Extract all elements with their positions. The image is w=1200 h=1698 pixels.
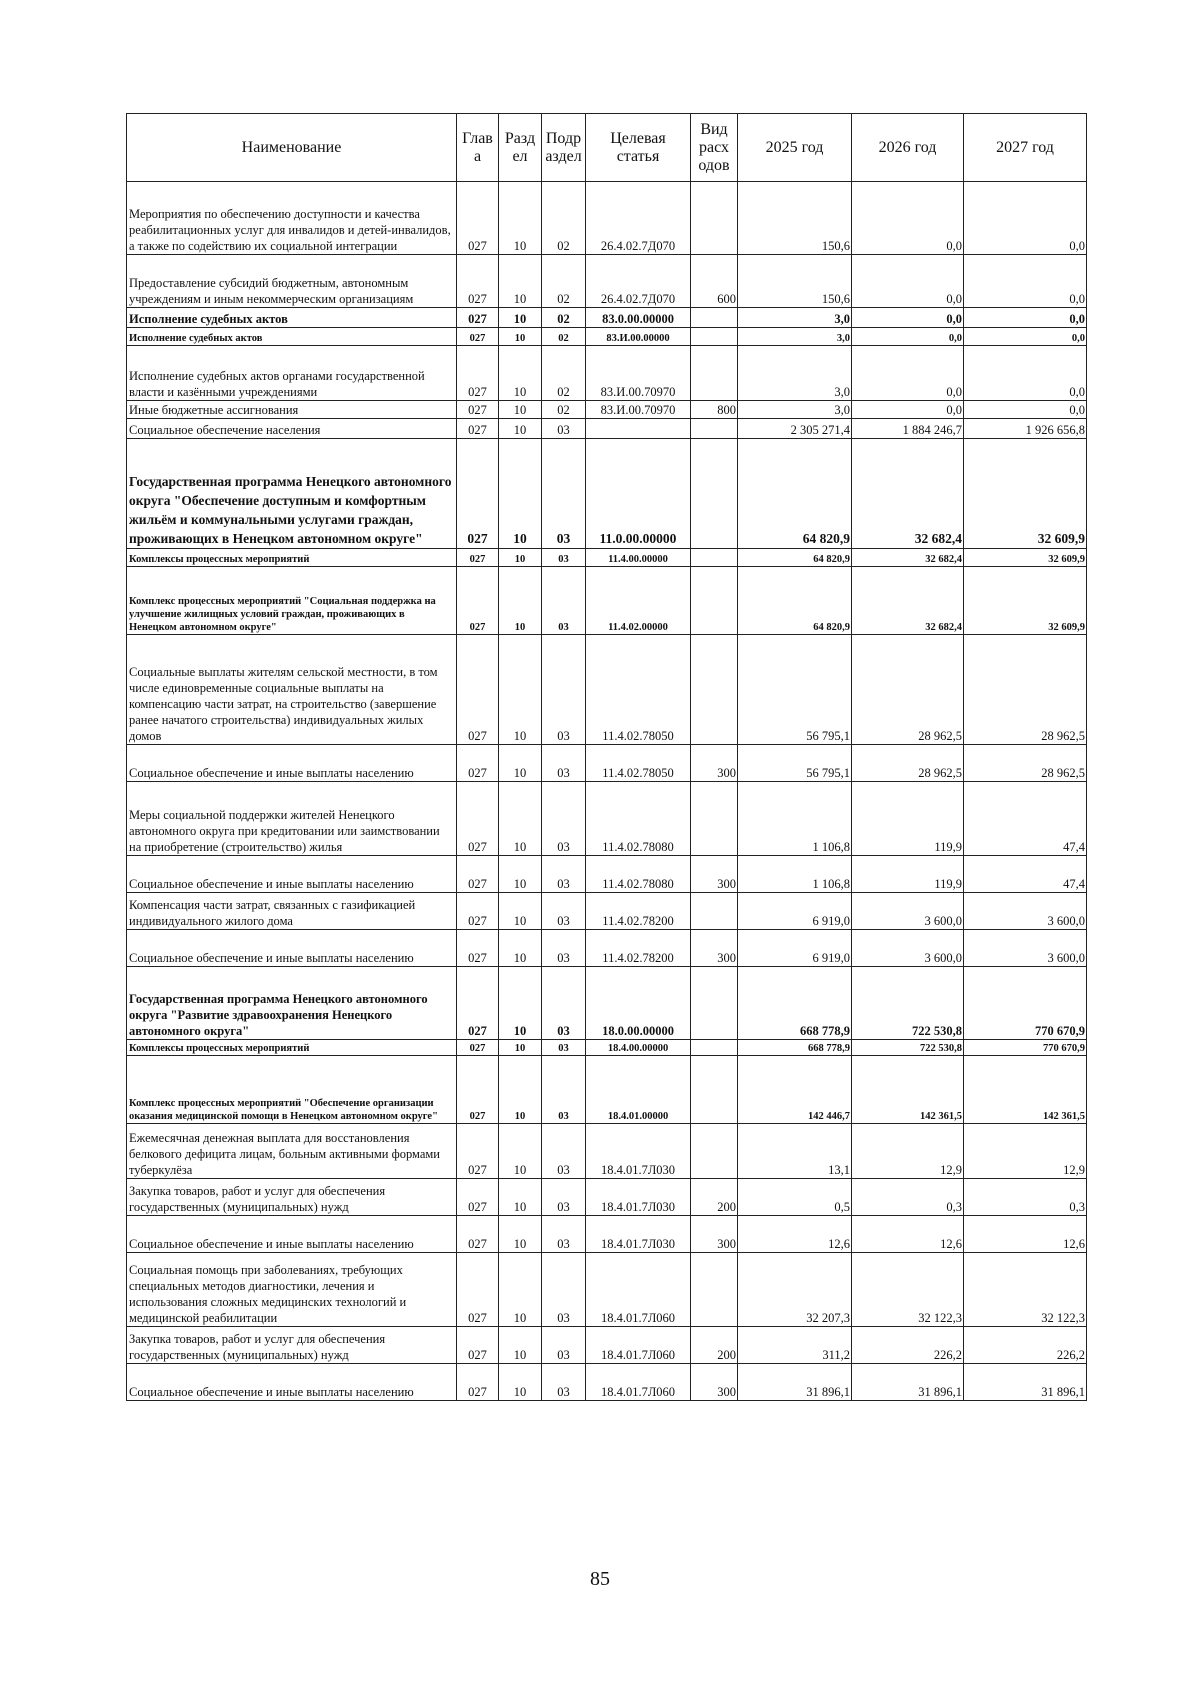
cell-value-2026: 0,0 — [852, 401, 964, 419]
cell-expense-type: 300 — [691, 930, 738, 967]
cell-subsection: 02 — [542, 401, 586, 419]
cell-target-item: 83.0.00.00000 — [586, 308, 691, 328]
cell-value-2025: 150,6 — [738, 182, 852, 255]
cell-section: 10 — [499, 1253, 542, 1327]
cell-value-2025: 668 778,9 — [738, 1040, 852, 1056]
cell-section: 10 — [499, 1179, 542, 1216]
cell-section: 10 — [499, 567, 542, 635]
cell-section: 10 — [499, 1327, 542, 1364]
cell-section: 10 — [499, 930, 542, 967]
cell-subsection: 03 — [542, 1253, 586, 1327]
cell-name: Социальная помощь при заболеваниях, требующих специальных методов диагностики, лечения и использования сложных медицинских технологий и медицинской реабилитации — [127, 1253, 457, 1327]
table-row — [127, 1253, 1087, 1327]
cell-expense-type — [691, 182, 738, 255]
cell-value-2025: 64 820,9 — [738, 567, 852, 635]
cell-section: 10 — [499, 1040, 542, 1056]
cell-subsection: 02 — [542, 182, 586, 255]
header-subsection: Подр аздел — [542, 114, 586, 182]
cell-section: 10 — [499, 346, 542, 401]
cell-value-2027: 770 670,9 — [964, 967, 1087, 1040]
cell-chapter: 027 — [457, 308, 499, 328]
cell-subsection: 02 — [542, 346, 586, 401]
cell-subsection: 03 — [542, 893, 586, 930]
cell-subsection: 03 — [542, 439, 586, 549]
cell-subsection: 03 — [542, 419, 586, 439]
cell-value-2027: 47,4 — [964, 856, 1087, 893]
header-chapter: Глав а — [457, 114, 499, 182]
cell-value-2026: 119,9 — [852, 782, 964, 856]
cell-value-2026: 3 600,0 — [852, 893, 964, 930]
cell-target-item: 18.4.01.7Л060 — [586, 1364, 691, 1401]
cell-value-2025: 3,0 — [738, 308, 852, 328]
cell-expense-type: 300 — [691, 856, 738, 893]
table-row — [127, 308, 1087, 328]
cell-value-2026: 32 682,4 — [852, 567, 964, 635]
header-name: Наименование — [127, 114, 457, 182]
cell-section: 10 — [499, 439, 542, 549]
cell-chapter: 027 — [457, 328, 499, 346]
cell-value-2025: 6 919,0 — [738, 893, 852, 930]
cell-value-2025: 56 795,1 — [738, 745, 852, 782]
cell-expense-type — [691, 635, 738, 745]
cell-expense-type — [691, 1056, 738, 1124]
cell-value-2026: 142 361,5 — [852, 1056, 964, 1124]
cell-chapter: 027 — [457, 1253, 499, 1327]
cell-subsection: 03 — [542, 549, 586, 567]
cell-value-2027: 1 926 656,8 — [964, 419, 1087, 439]
header-expense-type: Вид расх одов — [691, 114, 738, 182]
cell-expense-type — [691, 567, 738, 635]
cell-name: Социальное обеспечение и иные выплаты населению — [127, 930, 457, 967]
cell-value-2026: 722 530,8 — [852, 1040, 964, 1056]
cell-expense-type — [691, 549, 738, 567]
cell-chapter: 027 — [457, 635, 499, 745]
cell-chapter: 027 — [457, 782, 499, 856]
cell-value-2026: 28 962,5 — [852, 635, 964, 745]
cell-subsection: 03 — [542, 1040, 586, 1056]
header-section: Разд ел — [499, 114, 542, 182]
cell-subsection: 03 — [542, 856, 586, 893]
cell-section: 10 — [499, 255, 542, 308]
table-row — [127, 893, 1087, 930]
cell-target-item: 18.4.00.00000 — [586, 1040, 691, 1056]
table-row — [127, 346, 1087, 401]
cell-section: 10 — [499, 635, 542, 745]
cell-subsection: 03 — [542, 1364, 586, 1401]
cell-subsection: 02 — [542, 255, 586, 308]
cell-name: Государственная программа Ненецкого автономного округа "Обеспечение доступным и комфортным жильём и коммунальными услугами граждан, проживающих в Ненецком автономном округе" — [127, 439, 457, 549]
cell-value-2027: 0,0 — [964, 401, 1087, 419]
cell-target-item: 11.4.02.78200 — [586, 893, 691, 930]
cell-chapter: 027 — [457, 967, 499, 1040]
cell-value-2025: 3,0 — [738, 346, 852, 401]
table-row — [127, 1124, 1087, 1179]
cell-name: Социальное обеспечение и иные выплаты населению — [127, 1216, 457, 1253]
cell-value-2025: 6 919,0 — [738, 930, 852, 967]
cell-target-item: 11.4.02.78200 — [586, 930, 691, 967]
header-year-2026: 2026 год — [852, 114, 964, 182]
cell-section: 10 — [499, 328, 542, 346]
cell-chapter: 027 — [457, 182, 499, 255]
cell-value-2027: 28 962,5 — [964, 745, 1087, 782]
cell-subsection: 03 — [542, 567, 586, 635]
cell-value-2027: 3 600,0 — [964, 930, 1087, 967]
cell-chapter: 027 — [457, 1040, 499, 1056]
cell-value-2026: 3 600,0 — [852, 930, 964, 967]
cell-value-2026: 1 884 246,7 — [852, 419, 964, 439]
cell-target-item: 11.0.00.00000 — [586, 439, 691, 549]
cell-section: 10 — [499, 1056, 542, 1124]
header-row — [127, 114, 1087, 182]
cell-expense-type — [691, 328, 738, 346]
cell-value-2025: 311,2 — [738, 1327, 852, 1364]
header-year-2027: 2027 год — [964, 114, 1087, 182]
cell-section: 10 — [499, 401, 542, 419]
cell-expense-type — [691, 1040, 738, 1056]
cell-expense-type: 300 — [691, 1364, 738, 1401]
table-row — [127, 1216, 1087, 1253]
cell-subsection: 02 — [542, 308, 586, 328]
cell-chapter: 027 — [457, 255, 499, 308]
cell-value-2026: 0,0 — [852, 182, 964, 255]
cell-name: Социальное обеспечение населения — [127, 419, 457, 439]
table-body — [127, 182, 1087, 1401]
cell-value-2027: 3 600,0 — [964, 893, 1087, 930]
cell-chapter: 027 — [457, 1179, 499, 1216]
cell-subsection: 03 — [542, 745, 586, 782]
table-row — [127, 328, 1087, 346]
cell-name: Социальное обеспечение и иные выплаты населению — [127, 745, 457, 782]
cell-target-item: 26.4.02.7Д070 — [586, 182, 691, 255]
cell-expense-type: 300 — [691, 1216, 738, 1253]
cell-name: Ежемесячная денежная выплата для восстановления белкового дефицита лицам, больным активными формами туберкулёза — [127, 1124, 457, 1179]
cell-expense-type — [691, 1253, 738, 1327]
cell-name: Комплекс процессных мероприятий "Социальная поддержка на улучшение жилищных условий граждан, проживающих в Ненецком автономном округе" — [127, 567, 457, 635]
cell-section: 10 — [499, 967, 542, 1040]
cell-name: Социальное обеспечение и иные выплаты населению — [127, 1364, 457, 1401]
cell-expense-type — [691, 308, 738, 328]
cell-value-2026: 32 682,4 — [852, 549, 964, 567]
cell-value-2025: 32 207,3 — [738, 1253, 852, 1327]
cell-subsection: 03 — [542, 1056, 586, 1124]
table-row — [127, 182, 1087, 255]
cell-value-2027: 32 609,9 — [964, 549, 1087, 567]
cell-value-2026: 28 962,5 — [852, 745, 964, 782]
cell-value-2025: 56 795,1 — [738, 635, 852, 745]
cell-section: 10 — [499, 1216, 542, 1253]
cell-value-2025: 142 446,7 — [738, 1056, 852, 1124]
cell-name: Закупка товаров, работ и услуг для обеспечения государственных (муниципальных) нужд — [127, 1327, 457, 1364]
cell-section: 10 — [499, 1124, 542, 1179]
cell-expense-type — [691, 419, 738, 439]
cell-value-2027: 32 122,3 — [964, 1253, 1087, 1327]
cell-chapter: 027 — [457, 1056, 499, 1124]
cell-value-2027: 47,4 — [964, 782, 1087, 856]
cell-section: 10 — [499, 549, 542, 567]
cell-chapter: 027 — [457, 745, 499, 782]
cell-value-2027: 0,3 — [964, 1179, 1087, 1216]
cell-value-2027: 0,0 — [964, 308, 1087, 328]
cell-subsection: 03 — [542, 1179, 586, 1216]
cell-chapter: 027 — [457, 346, 499, 401]
cell-name: Меры социальной поддержки жителей Ненецкого автономного округа при кредитовании или заимствовании на приобретение (строительство) жилья — [127, 782, 457, 856]
cell-target-item: 18.4.01.7Л030 — [586, 1124, 691, 1179]
cell-expense-type — [691, 967, 738, 1040]
table-row — [127, 745, 1087, 782]
cell-value-2027: 12,9 — [964, 1124, 1087, 1179]
cell-section: 10 — [499, 419, 542, 439]
cell-value-2026: 0,0 — [852, 255, 964, 308]
cell-value-2025: 31 896,1 — [738, 1364, 852, 1401]
cell-target-item: 18.4.01.7Л060 — [586, 1253, 691, 1327]
cell-value-2027: 28 962,5 — [964, 635, 1087, 745]
cell-value-2027: 32 609,9 — [964, 439, 1087, 549]
cell-value-2026: 12,6 — [852, 1216, 964, 1253]
cell-value-2027: 0,0 — [964, 255, 1087, 308]
cell-target-item: 18.4.01.7Л030 — [586, 1216, 691, 1253]
cell-value-2025: 64 820,9 — [738, 439, 852, 549]
cell-name: Мероприятия по обеспечению доступности и качества реабилитационных услуг для инвалидов и детей-инвалидов, а также по содействию их социальной интеграции — [127, 182, 457, 255]
cell-section: 10 — [499, 893, 542, 930]
cell-expense-type — [691, 782, 738, 856]
cell-target-item: 11.4.02.78050 — [586, 635, 691, 745]
cell-subsection: 03 — [542, 635, 586, 745]
table-row — [127, 439, 1087, 549]
cell-value-2025: 0,5 — [738, 1179, 852, 1216]
cell-value-2026: 0,0 — [852, 346, 964, 401]
cell-value-2026: 226,2 — [852, 1327, 964, 1364]
cell-value-2026: 0,3 — [852, 1179, 964, 1216]
cell-value-2025: 13,1 — [738, 1124, 852, 1179]
table-row — [127, 856, 1087, 893]
cell-target-item: 11.4.02.78050 — [586, 745, 691, 782]
cell-expense-type — [691, 346, 738, 401]
cell-subsection: 03 — [542, 782, 586, 856]
cell-subsection: 03 — [542, 930, 586, 967]
cell-chapter: 027 — [457, 419, 499, 439]
cell-value-2026: 31 896,1 — [852, 1364, 964, 1401]
table-row — [127, 782, 1087, 856]
cell-target-item: 11.4.02.00000 — [586, 567, 691, 635]
table-row — [127, 1327, 1087, 1364]
cell-subsection: 03 — [542, 1327, 586, 1364]
cell-chapter: 027 — [457, 401, 499, 419]
cell-name: Комплексы процессных мероприятий — [127, 549, 457, 567]
table-row — [127, 1040, 1087, 1056]
cell-section: 10 — [499, 782, 542, 856]
cell-target-item: 18.4.01.00000 — [586, 1056, 691, 1124]
cell-chapter: 027 — [457, 1124, 499, 1179]
cell-section: 10 — [499, 308, 542, 328]
cell-expense-type — [691, 893, 738, 930]
cell-value-2026: 722 530,8 — [852, 967, 964, 1040]
cell-name: Социальные выплаты жителям сельской местности, в том числе единовременные социальные выплаты на компенсацию части затрат, на строительство (завершение ранее начатого строительства) индивидуальных жилых домов — [127, 635, 457, 745]
cell-chapter: 027 — [457, 1364, 499, 1401]
table-row — [127, 1364, 1087, 1401]
cell-target-item: 83.И.00.70970 — [586, 346, 691, 401]
cell-section: 10 — [499, 1364, 542, 1401]
cell-value-2025: 12,6 — [738, 1216, 852, 1253]
cell-name: Социальное обеспечение и иные выплаты населению — [127, 856, 457, 893]
table-row — [127, 635, 1087, 745]
cell-target-item: 83.И.00.70970 — [586, 401, 691, 419]
cell-name: Иные бюджетные ассигнования — [127, 401, 457, 419]
cell-name: Закупка товаров, работ и услуг для обеспечения государственных (муниципальных) нужд — [127, 1179, 457, 1216]
cell-target-item: 26.4.02.7Д070 — [586, 255, 691, 308]
cell-chapter: 027 — [457, 856, 499, 893]
cell-target-item: 11.4.02.78080 — [586, 782, 691, 856]
cell-value-2027: 770 670,9 — [964, 1040, 1087, 1056]
budget-table — [126, 113, 1087, 1401]
cell-expense-type: 800 — [691, 401, 738, 419]
cell-value-2027: 32 609,9 — [964, 567, 1087, 635]
cell-value-2027: 31 896,1 — [964, 1364, 1087, 1401]
cell-target-item: 18.0.00.00000 — [586, 967, 691, 1040]
cell-name: Государственная программа Ненецкого автономного округа "Развитие здравоохранения Ненецкого автономного округа" — [127, 967, 457, 1040]
cell-name: Исполнение судебных актов органами государственной власти и казёнными учреждениями — [127, 346, 457, 401]
cell-chapter: 027 — [457, 567, 499, 635]
page-number: 85 — [590, 1568, 610, 1590]
table-row — [127, 1179, 1087, 1216]
cell-name: Исполнение судебных актов — [127, 308, 457, 328]
cell-target-item: 11.4.00.00000 — [586, 549, 691, 567]
table-row — [127, 967, 1087, 1040]
cell-expense-type: 300 — [691, 745, 738, 782]
cell-expense-type — [691, 1124, 738, 1179]
cell-target-item: 11.4.02.78080 — [586, 856, 691, 893]
cell-value-2027: 142 361,5 — [964, 1056, 1087, 1124]
cell-subsection: 02 — [542, 328, 586, 346]
cell-value-2025: 64 820,9 — [738, 549, 852, 567]
table-row — [127, 401, 1087, 419]
cell-value-2027: 226,2 — [964, 1327, 1087, 1364]
cell-value-2025: 3,0 — [738, 328, 852, 346]
cell-value-2027: 0,0 — [964, 182, 1087, 255]
cell-value-2025: 2 305 271,4 — [738, 419, 852, 439]
cell-target-item: 18.4.01.7Л030 — [586, 1179, 691, 1216]
cell-section: 10 — [499, 182, 542, 255]
cell-value-2026: 119,9 — [852, 856, 964, 893]
table-row — [127, 255, 1087, 308]
cell-value-2025: 150,6 — [738, 255, 852, 308]
cell-value-2026: 12,9 — [852, 1124, 964, 1179]
cell-value-2025: 668 778,9 — [738, 967, 852, 1040]
table-row — [127, 1056, 1087, 1124]
cell-value-2027: 0,0 — [964, 328, 1087, 346]
cell-chapter: 027 — [457, 930, 499, 967]
cell-chapter: 027 — [457, 1216, 499, 1253]
cell-subsection: 03 — [542, 1124, 586, 1179]
cell-value-2026: 0,0 — [852, 328, 964, 346]
cell-name: Предоставление субсидий бюджетным, автономным учреждениям и иным некоммерческим организациям — [127, 255, 457, 308]
table-row — [127, 930, 1087, 967]
cell-name: Комплексы процессных мероприятий — [127, 1040, 457, 1056]
table-row — [127, 567, 1087, 635]
cell-value-2027: 12,6 — [964, 1216, 1087, 1253]
cell-subsection: 03 — [542, 967, 586, 1040]
cell-chapter: 027 — [457, 439, 499, 549]
header-target-item: Целевая статья — [586, 114, 691, 182]
cell-value-2025: 1 106,8 — [738, 856, 852, 893]
table-row — [127, 549, 1087, 567]
cell-section: 10 — [499, 856, 542, 893]
cell-value-2026: 32 122,3 — [852, 1253, 964, 1327]
cell-expense-type: 600 — [691, 255, 738, 308]
cell-value-2026: 32 682,4 — [852, 439, 964, 549]
cell-chapter: 027 — [457, 549, 499, 567]
cell-section: 10 — [499, 745, 542, 782]
table-row — [127, 419, 1087, 439]
cell-subsection: 03 — [542, 1216, 586, 1253]
cell-expense-type — [691, 439, 738, 549]
cell-name: Компенсация части затрат, связанных с газификацией индивидуального жилого дома — [127, 893, 457, 930]
cell-value-2025: 3,0 — [738, 401, 852, 419]
cell-value-2025: 1 106,8 — [738, 782, 852, 856]
cell-expense-type: 200 — [691, 1179, 738, 1216]
cell-name: Комплекс процессных мероприятий "Обеспечение организации оказания медицинской помощи в Ненецком автономном округе" — [127, 1056, 457, 1124]
cell-chapter: 027 — [457, 1327, 499, 1364]
cell-target-item — [586, 419, 691, 439]
cell-chapter: 027 — [457, 893, 499, 930]
cell-target-item: 18.4.01.7Л060 — [586, 1327, 691, 1364]
cell-value-2026: 0,0 — [852, 308, 964, 328]
cell-value-2027: 0,0 — [964, 346, 1087, 401]
cell-target-item: 83.И.00.00000 — [586, 328, 691, 346]
cell-expense-type: 200 — [691, 1327, 738, 1364]
header-year-2025: 2025 год — [738, 114, 852, 182]
cell-name: Исполнение судебных актов — [127, 328, 457, 346]
